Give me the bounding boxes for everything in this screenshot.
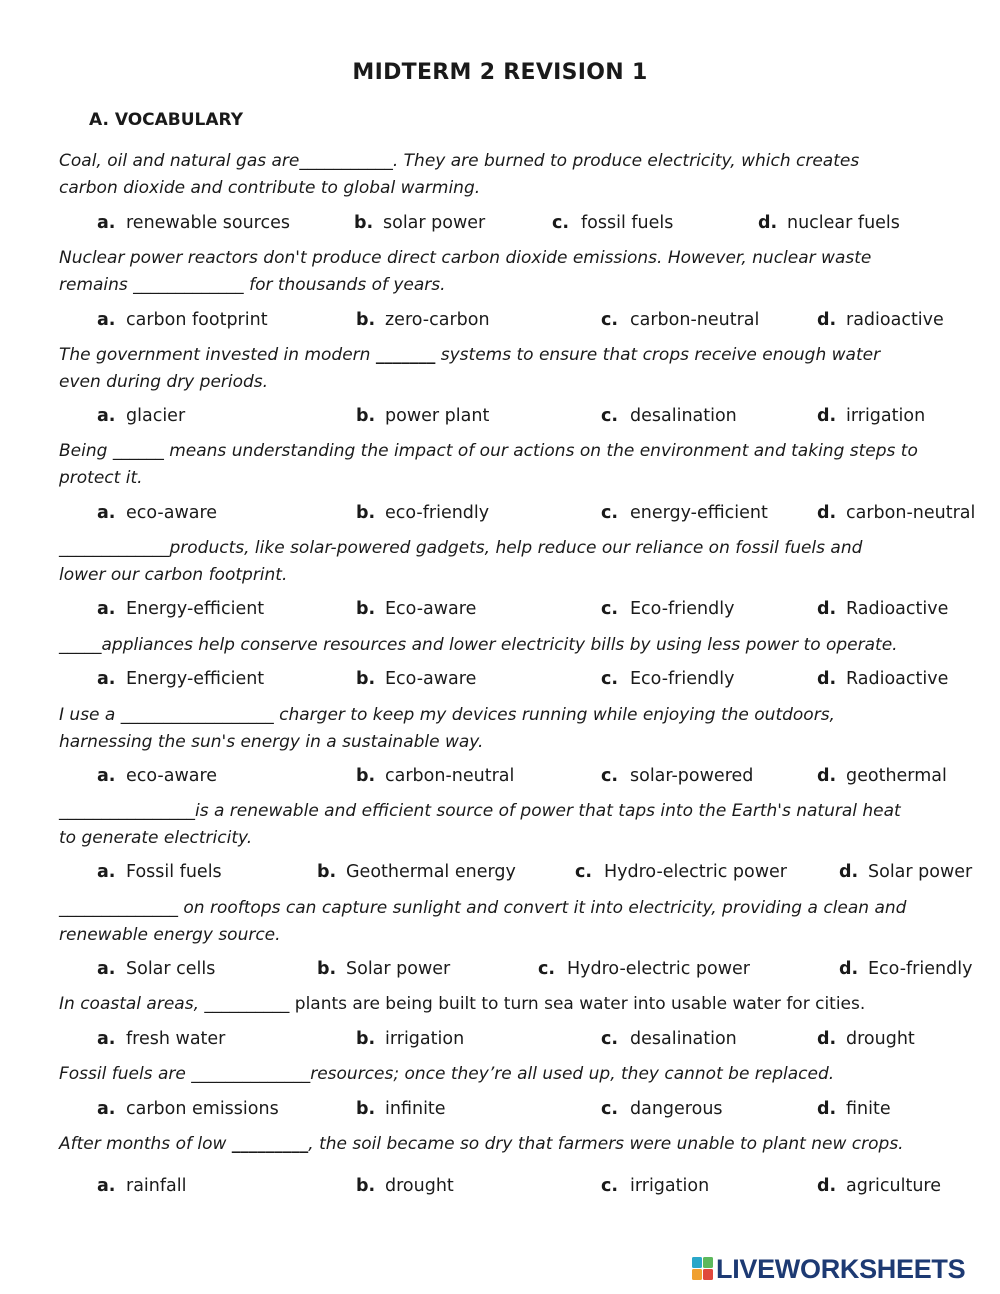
logo-text: LIVEWORKSHEETS xyxy=(716,1254,966,1284)
option-c[interactable]: c. Hydro-electric power xyxy=(575,862,787,882)
option-b[interactable]: b. drought xyxy=(356,1176,454,1196)
question-text-line: _____appliances help conserve resources and lower electricity bills by using less power to operate. xyxy=(59,635,898,655)
option-d[interactable]: d. Radioactive xyxy=(817,669,949,689)
option-b[interactable]: b. carbon-neutral xyxy=(356,766,515,786)
option-c[interactable]: c. Hydro-electric power xyxy=(538,959,750,979)
option-b[interactable]: b. solar power xyxy=(354,213,486,233)
option-c[interactable]: c. energy-efficient xyxy=(601,503,768,523)
question-text-line: _____________products, like solar-powered gadgets, help reduce our reliance on fossil fuels and xyxy=(59,538,863,558)
option-b[interactable]: b. infinite xyxy=(356,1099,446,1119)
question-text-line: harnessing the sun's energy in a sustainable way. xyxy=(59,732,484,752)
option-c[interactable]: c. carbon-neutral xyxy=(601,310,760,330)
question-11 xyxy=(59,1061,834,1088)
question-text-line: Nuclear power reactors don't produce direct carbon dioxide emissions. However, nuclear waste xyxy=(59,248,872,268)
question-4 xyxy=(59,438,918,492)
option-b[interactable]: b. Solar power xyxy=(317,959,451,979)
option-b[interactable]: b. zero-carbon xyxy=(356,310,490,330)
option-c[interactable]: c. irrigation xyxy=(601,1176,710,1196)
question-text-line: After months of low _________, the soil became so dry that farmers were unable to plant new crops. xyxy=(59,1134,904,1154)
option-c[interactable]: c. desalination xyxy=(601,1029,737,1049)
question-6 xyxy=(59,632,898,659)
liveworksheets-logo[interactable] xyxy=(692,1253,965,1285)
option-b[interactable]: b. power plant xyxy=(356,406,490,426)
option-d[interactable]: d. Eco-friendly xyxy=(839,959,973,979)
question-text-line: I use a __________________ charger to keep my devices running while enjoying the outdoors, xyxy=(59,705,835,725)
question-text-line: Fossil fuels are ______________resources; once they’re all used up, they cannot be replaced. xyxy=(59,1064,835,1084)
question-text-line: ______________ on rooftops can capture sunlight and convert it into electricity, providing a clean and xyxy=(59,898,907,918)
question-text-line: protect it. xyxy=(59,468,143,488)
liveworksheets-logo-icon xyxy=(692,1257,714,1281)
option-c[interactable]: c. desalination xyxy=(601,406,737,426)
option-d[interactable]: d. finite xyxy=(817,1099,891,1119)
question-text-line: carbon dioxide and contribute to global warming. xyxy=(59,178,481,198)
option-c[interactable]: c. solar-powered xyxy=(601,766,754,786)
option-a[interactable]: a. renewable sources xyxy=(97,213,291,233)
option-a[interactable]: a. carbon emissions xyxy=(97,1099,279,1119)
question-text-line: ________________is a renewable and efficient source of power that taps into the Earth's natural heat xyxy=(59,801,901,821)
option-d[interactable]: d. irrigation xyxy=(817,406,926,426)
question-12 xyxy=(59,1131,904,1158)
answer-blank: _________ xyxy=(231,1134,309,1154)
option-b[interactable]: b. eco-friendly xyxy=(356,503,490,523)
page-title: MIDTERM 2 REVISION 1 xyxy=(352,60,648,85)
question-text-line: In coastal areas, __________ plants are being built to turn sea water into usable water for cities. xyxy=(59,994,866,1014)
option-c[interactable]: c. fossil fuels xyxy=(552,213,674,233)
question-5 xyxy=(59,535,862,589)
question-8 xyxy=(59,798,901,852)
question-1 xyxy=(59,148,859,202)
option-a[interactable]: a. rainfall xyxy=(97,1176,187,1196)
question-2 xyxy=(59,245,871,299)
question-text-line: lower our carbon footprint. xyxy=(59,565,288,585)
option-d[interactable]: d. Solar power xyxy=(839,862,973,882)
option-b[interactable]: b. irrigation xyxy=(356,1029,465,1049)
option-a[interactable]: a. Energy-efficient xyxy=(97,599,265,619)
question-10 xyxy=(59,991,865,1018)
option-d[interactable]: d. geothermal xyxy=(817,766,947,786)
option-b[interactable]: b. Eco-aware xyxy=(356,599,477,619)
question-text-line: remains _____________ for thousands of years. xyxy=(59,275,446,295)
option-d[interactable]: d. drought xyxy=(817,1029,915,1049)
option-a[interactable]: a. Solar cells xyxy=(97,959,216,979)
option-b[interactable]: b. Geothermal energy xyxy=(317,862,516,882)
option-d[interactable]: d. carbon-neutral xyxy=(817,503,976,523)
question-text-line: Coal, oil and natural gas are___________. They are burned to produce electricity, which creates xyxy=(59,151,860,171)
option-a[interactable]: a. fresh water xyxy=(97,1029,226,1049)
question-3 xyxy=(59,342,880,396)
option-b[interactable]: b. Eco-aware xyxy=(356,669,477,689)
option-a[interactable]: a. Fossil fuels xyxy=(97,862,222,882)
question-text-line: renewable energy source. xyxy=(59,925,281,945)
option-d[interactable]: d. agriculture xyxy=(817,1176,941,1196)
question-text-line: even during dry periods. xyxy=(59,372,269,392)
option-a[interactable]: a. eco-aware xyxy=(97,503,218,523)
option-a[interactable]: a. Energy-efficient xyxy=(97,669,265,689)
option-d[interactable]: d. nuclear fuels xyxy=(758,213,900,233)
option-c[interactable]: c. Eco-friendly xyxy=(601,669,735,689)
option-c[interactable]: c. dangerous xyxy=(601,1099,723,1119)
option-d[interactable]: d. Radioactive xyxy=(817,599,949,619)
question-text-line: to generate electricity. xyxy=(59,828,253,848)
answer-blank: _______ xyxy=(375,345,436,365)
question-text-line: Being ______ means understanding the impact of our actions on the environment and taking steps to xyxy=(59,441,918,461)
option-d[interactable]: d. radioactive xyxy=(817,310,944,330)
question-text-line: The government invested in modern _______ systems to ensure that crops receive enough water xyxy=(59,345,881,365)
question-7 xyxy=(59,702,835,756)
option-a[interactable]: a. glacier xyxy=(97,406,186,426)
section-heading: A. VOCABULARY xyxy=(89,110,244,130)
question-9 xyxy=(59,895,906,949)
option-a[interactable]: a. eco-aware xyxy=(97,766,218,786)
option-a[interactable]: a. carbon footprint xyxy=(97,310,268,330)
option-c[interactable]: c. Eco-friendly xyxy=(601,599,735,619)
